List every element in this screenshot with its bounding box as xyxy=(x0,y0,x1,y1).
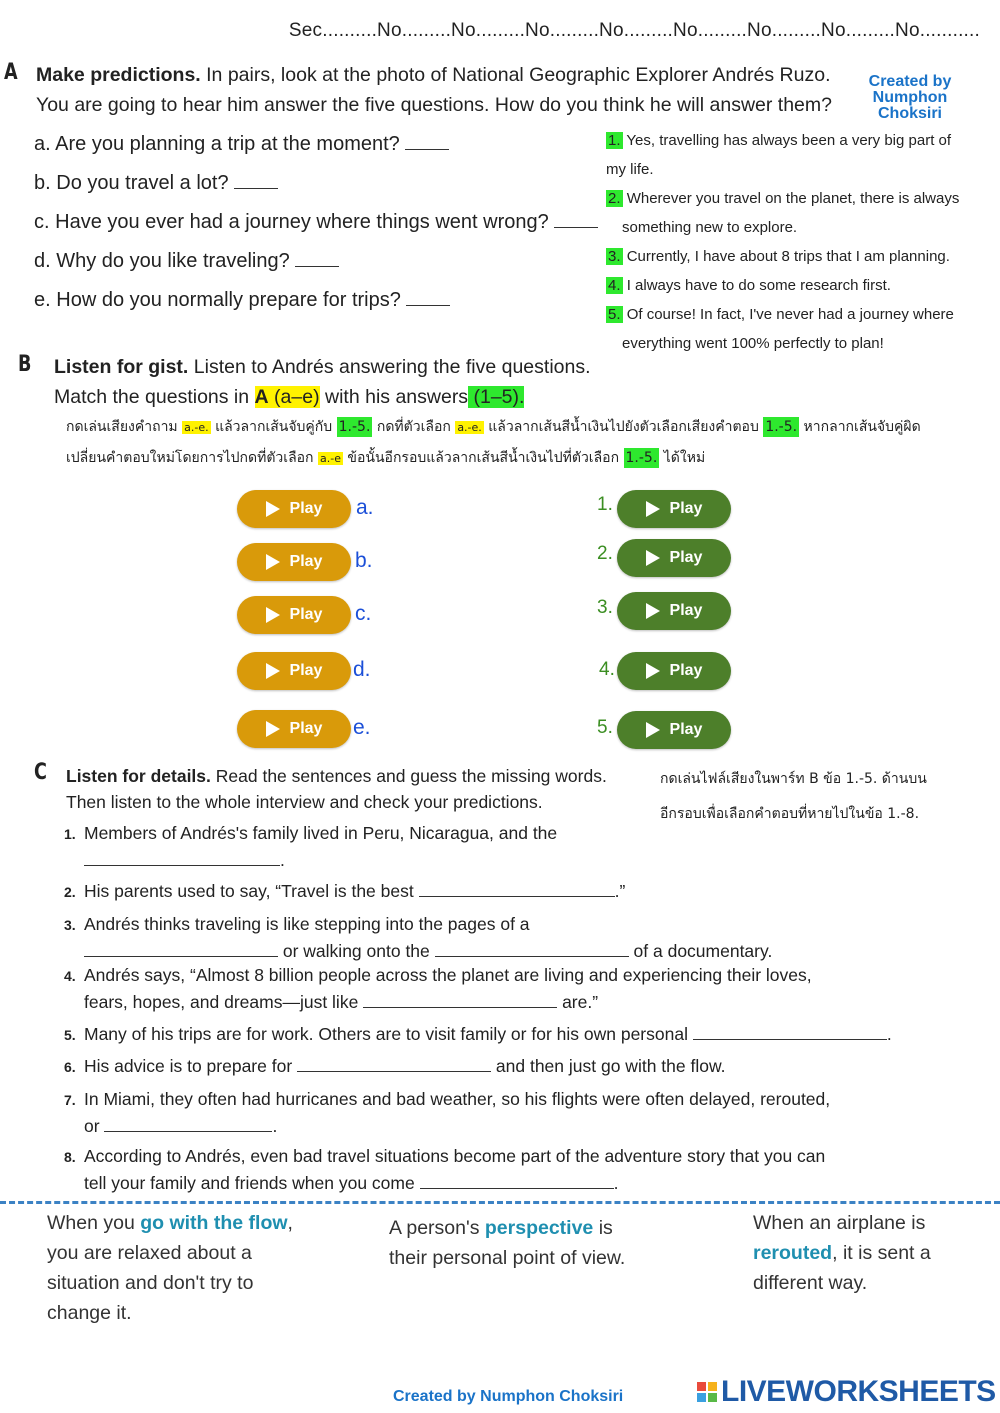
section-b-line2-start: Match the questions in xyxy=(54,386,255,408)
item-number: 3. xyxy=(64,917,76,933)
item-text: Members of Andrés's family lived in Peru, Nicaragua, and the xyxy=(84,823,558,843)
play-question-c-button[interactable] xyxy=(237,596,351,634)
item-end: . xyxy=(280,850,285,870)
match-option-b[interactable]: b. xyxy=(355,549,373,572)
match-option-e[interactable]: e. xyxy=(353,716,371,739)
section-b-range: (a–e) xyxy=(268,386,320,408)
fill-blank-7[interactable] xyxy=(104,1117,272,1132)
thai-text: ได้ใหม่ xyxy=(663,450,706,466)
item-text-b: or xyxy=(84,1116,100,1136)
answer-num: 2. xyxy=(608,190,621,207)
answer-1 xyxy=(606,126,991,155)
answer-5-line2: everything went 100% perfectly to plan! xyxy=(622,335,884,352)
detail-item-1 xyxy=(64,820,924,873)
answer-blank xyxy=(406,291,450,306)
header-numbers: Sec..........No.........No.........No.........No.........No.........No.........No.........No........... xyxy=(288,20,980,41)
match-answer-2[interactable]: 2. xyxy=(597,543,613,564)
play-label: Play xyxy=(669,602,703,619)
detail-item-5 xyxy=(64,1021,964,1048)
thai-range-15: 1.-5. xyxy=(765,419,798,435)
fill-blank-3b[interactable] xyxy=(435,942,629,957)
section-a-intro-bold: Make predictions. xyxy=(36,64,201,86)
section-b-intro-bold: Listen for gist. xyxy=(54,356,189,378)
thai-text: หากลากเส้นจับคู่ผิด xyxy=(803,419,921,435)
match-answer-1[interactable]: 1. xyxy=(597,494,613,515)
play-label: Play xyxy=(669,662,703,679)
item-end: . xyxy=(613,1173,619,1193)
match-option-a[interactable]: a. xyxy=(356,496,374,519)
detail-item-8 xyxy=(64,1143,944,1196)
play-icon xyxy=(646,501,660,517)
question-text: Have you ever had a journey where things went wrong? xyxy=(55,211,549,233)
detail-item-6 xyxy=(64,1053,924,1080)
glossary-go-with-the-flow xyxy=(47,1208,347,1328)
match-answer-5[interactable]: 5. xyxy=(597,717,613,738)
item-text: Many of his trips are for work. Others are to visit family or for his own personal xyxy=(84,1024,688,1044)
play-icon xyxy=(266,663,280,679)
fill-blank-3a[interactable] xyxy=(84,942,278,957)
question-label: a. xyxy=(34,133,51,155)
fill-blank-1[interactable] xyxy=(84,851,280,866)
answer-num: 5. xyxy=(608,306,621,323)
item-text: His parents used to say, “Travel is the best xyxy=(84,881,414,901)
dashed-divider xyxy=(0,1201,1000,1204)
fill-blank-4[interactable] xyxy=(363,993,557,1008)
answer-num: 3. xyxy=(608,248,621,265)
play-icon xyxy=(266,501,280,517)
detail-item-4 xyxy=(64,962,944,1015)
section-c-letter: C xyxy=(34,760,47,785)
answers-list xyxy=(606,126,991,358)
gloss-text: When you xyxy=(47,1212,141,1234)
answer-1-line2: my life. xyxy=(606,161,654,178)
thai-range-ae: a.-e. xyxy=(457,421,482,434)
answer-3 xyxy=(606,242,991,271)
play-label: Play xyxy=(289,720,323,737)
answer-4 xyxy=(606,271,991,300)
section-b-intro-rest: Listen to Andrés answering the five questions. xyxy=(188,356,591,378)
play-icon xyxy=(266,721,280,737)
gloss-text: , xyxy=(287,1212,293,1234)
section-a-intro-line2: You are going to hear him answer the five questions. How do you think he will answer them? xyxy=(36,94,832,116)
detail-item-2 xyxy=(64,878,924,905)
answer-blank xyxy=(554,213,598,228)
section-b-intro xyxy=(54,352,754,412)
thai-text: ข้อนั้นอีกรอบแล้วลากเส้นสีน้ำเงินไปที่ตัวเลือก xyxy=(347,450,620,466)
play-answer-1-button[interactable] xyxy=(617,490,731,528)
glossary-perspective xyxy=(389,1213,709,1273)
match-answer-3[interactable]: 3. xyxy=(597,597,613,618)
answer-num: 1. xyxy=(608,132,621,149)
liveworksheets-logo xyxy=(697,1375,996,1409)
gloss-term: perspective xyxy=(484,1217,594,1239)
thai-text: แล้วลากเส้นสีน้ำเงินไปยังตัวเลือกเสียงคำตอบ xyxy=(488,419,759,435)
item-text: Andrés thinks traveling is like stepping into the pages of a xyxy=(84,914,530,934)
credit-line-3: Choksiri xyxy=(877,105,942,122)
play-icon xyxy=(646,663,660,679)
section-a-intro-rest: In pairs, look at the photo of National Geographic Explorer Andrés Ruzo. xyxy=(200,64,831,86)
item-text-b: and then just go with the flow. xyxy=(495,1056,726,1076)
answer-text: Of course! In fact, I've never had a journey where xyxy=(626,306,954,323)
match-answer-4[interactable]: 4. xyxy=(599,659,615,680)
footer-credit: Created by Numphon Choksiri xyxy=(393,1388,624,1405)
play-question-a-button[interactable] xyxy=(237,490,351,528)
gloss-line: their personal point of view. xyxy=(389,1247,626,1269)
play-icon xyxy=(646,603,660,619)
gloss-line: you are relaxed about a xyxy=(47,1242,252,1264)
item-text: Andrés says, “Almost 8 billion people across the planet are living and experiencing their loves, xyxy=(84,965,812,985)
fill-blank-5[interactable] xyxy=(693,1025,887,1040)
question-text: Are you planning a trip at the moment? xyxy=(55,133,400,155)
gloss-line: When an airplane is xyxy=(753,1212,926,1234)
section-b-letter: B xyxy=(18,352,32,377)
item-text-b: fears, hopes, and dreams—just like xyxy=(84,992,359,1012)
play-question-b-button[interactable] xyxy=(237,543,351,581)
section-c-intro-bold: Listen for details. xyxy=(66,766,211,786)
play-label: Play xyxy=(669,549,703,566)
match-option-d[interactable]: d. xyxy=(353,658,371,681)
section-b-line2-mid: with his answers xyxy=(319,386,469,408)
gloss-line: situation and don't try to xyxy=(47,1272,254,1294)
fill-blank-2[interactable] xyxy=(419,882,615,897)
item-text-b: or walking onto the xyxy=(282,941,430,961)
answer-text: Currently, I have about 8 trips that I am planning. xyxy=(626,248,950,265)
play-label: Play xyxy=(289,606,323,623)
answer-2 xyxy=(606,184,991,213)
item-number: 4. xyxy=(64,968,76,984)
section-c-intro xyxy=(66,763,666,815)
liveworksheets-logo-text: LIVEWORKSHEETS xyxy=(721,1375,996,1408)
gloss-term: go with the flow xyxy=(140,1212,288,1234)
gloss-text: is xyxy=(593,1217,613,1239)
liveworksheets-logo-icon xyxy=(697,1382,717,1402)
item-number: 2. xyxy=(64,884,76,900)
section-c-intro-rest: Read the sentences and guess the missing words. xyxy=(210,766,607,786)
question-e xyxy=(34,289,450,312)
question-b xyxy=(34,172,278,195)
question-text: How do you normally prepare for trips? xyxy=(56,289,401,311)
credit-line-1: Created by xyxy=(868,73,952,90)
item-end: . xyxy=(272,1116,278,1136)
gloss-line: different way. xyxy=(753,1272,868,1294)
match-option-c[interactable]: c. xyxy=(355,602,372,625)
item-text: According to Andrés, even bad travel situations become part of the adventure story that you can xyxy=(84,1146,826,1166)
answer-blank xyxy=(405,135,449,150)
gloss-text: , it is sent a xyxy=(832,1242,931,1264)
play-label: Play xyxy=(669,500,703,517)
play-label: Play xyxy=(289,662,323,679)
answer-5 xyxy=(606,300,991,329)
item-number: 8. xyxy=(64,1149,76,1165)
thai-range-ae: a.-e xyxy=(319,452,341,465)
section-b-nums: (1–5). xyxy=(468,386,525,408)
fill-blank-6[interactable] xyxy=(297,1057,491,1072)
section-b-thai-instructions xyxy=(66,412,986,474)
thai-text: กดเล่นเสียงคำถาม xyxy=(66,419,178,435)
play-answer-4-button[interactable] xyxy=(617,652,731,690)
play-icon xyxy=(646,550,660,566)
section-a-intro xyxy=(36,60,846,120)
credit-top xyxy=(860,74,960,122)
question-a xyxy=(34,133,449,156)
answer-text: Wherever you travel on the planet, there is always xyxy=(626,190,960,207)
gloss-term: rerouted xyxy=(753,1242,833,1264)
thai-text: กดที่ตัวเลือก xyxy=(376,419,451,435)
item-number: 5. xyxy=(64,1027,76,1043)
section-a-letter: A xyxy=(4,60,18,85)
thai-line-2: อีกรอบเพื่อเลือกคำตอบที่หายไปในข้อ 1.-8. xyxy=(660,806,920,822)
question-c xyxy=(34,211,598,234)
item-text: In Miami, they often had hurricanes and bad weather, so his flights were often delayed, rerouted, xyxy=(84,1089,831,1109)
thai-range-15: 1.-5. xyxy=(625,450,658,466)
detail-item-7 xyxy=(64,1086,944,1139)
section-c-intro-line2: Then listen to the whole interview and check your predictions. xyxy=(66,792,543,812)
gloss-line: change it. xyxy=(47,1302,132,1324)
item-number: 1. xyxy=(64,826,76,842)
item-text: His advice is to prepare for xyxy=(84,1056,293,1076)
thai-text: แล้วลากเส้นจับคู่กับ xyxy=(215,419,333,435)
gloss-text: A person's xyxy=(389,1217,485,1239)
play-label: Play xyxy=(289,553,323,570)
play-answer-3-button[interactable] xyxy=(617,592,731,630)
section-b-ref-a: A xyxy=(254,386,269,408)
play-question-d-button[interactable] xyxy=(237,652,351,690)
question-label: e. xyxy=(34,289,51,311)
thai-line-1: กดเล่นไฟล์เสียงในพาร์ท B ข้อ 1.-5. ด้านบน xyxy=(660,771,927,787)
question-label: d. xyxy=(34,250,51,272)
question-label: b. xyxy=(34,172,51,194)
item-text-b: tell your family and friends when you come xyxy=(84,1173,415,1193)
answer-num: 4. xyxy=(608,277,621,294)
item-text-c: are.” xyxy=(562,992,599,1012)
play-label: Play xyxy=(669,721,703,738)
thai-range-15: 1.-5. xyxy=(338,419,371,435)
play-icon xyxy=(646,722,660,738)
question-label: c. xyxy=(34,211,50,233)
play-answer-2-button[interactable] xyxy=(617,539,731,577)
question-text: Do you travel a lot? xyxy=(56,172,229,194)
answer-blank xyxy=(234,174,278,189)
thai-range-ae: a.-e. xyxy=(184,421,209,434)
play-answer-5-button[interactable] xyxy=(617,711,731,749)
item-text-c: of a documentary. xyxy=(633,941,773,961)
fill-blank-8[interactable] xyxy=(420,1174,614,1189)
detail-item-3 xyxy=(64,911,924,964)
question-text: Why do you like traveling? xyxy=(56,250,290,272)
play-label: Play xyxy=(289,500,323,517)
answer-text: I always have to do some research first. xyxy=(626,277,891,294)
answer-text: Yes, travelling has always been a very big part of xyxy=(626,132,952,149)
glossary-rerouted xyxy=(753,1208,993,1298)
answer-blank xyxy=(295,252,339,267)
thai-text: เปลี่ยนคำตอบใหม่โดยการไปกดที่ตัวเลือก xyxy=(66,450,314,466)
item-end: . xyxy=(886,1024,892,1044)
play-question-e-button[interactable] xyxy=(237,710,351,748)
answer-2-line2: something new to explore. xyxy=(622,219,798,236)
play-icon xyxy=(266,607,280,623)
item-number: 7. xyxy=(64,1092,76,1108)
question-d xyxy=(34,250,339,273)
item-number: 6. xyxy=(64,1059,76,1075)
item-end: .” xyxy=(614,881,626,901)
credit-line-2: Numphon xyxy=(872,89,948,106)
play-icon xyxy=(266,554,280,570)
